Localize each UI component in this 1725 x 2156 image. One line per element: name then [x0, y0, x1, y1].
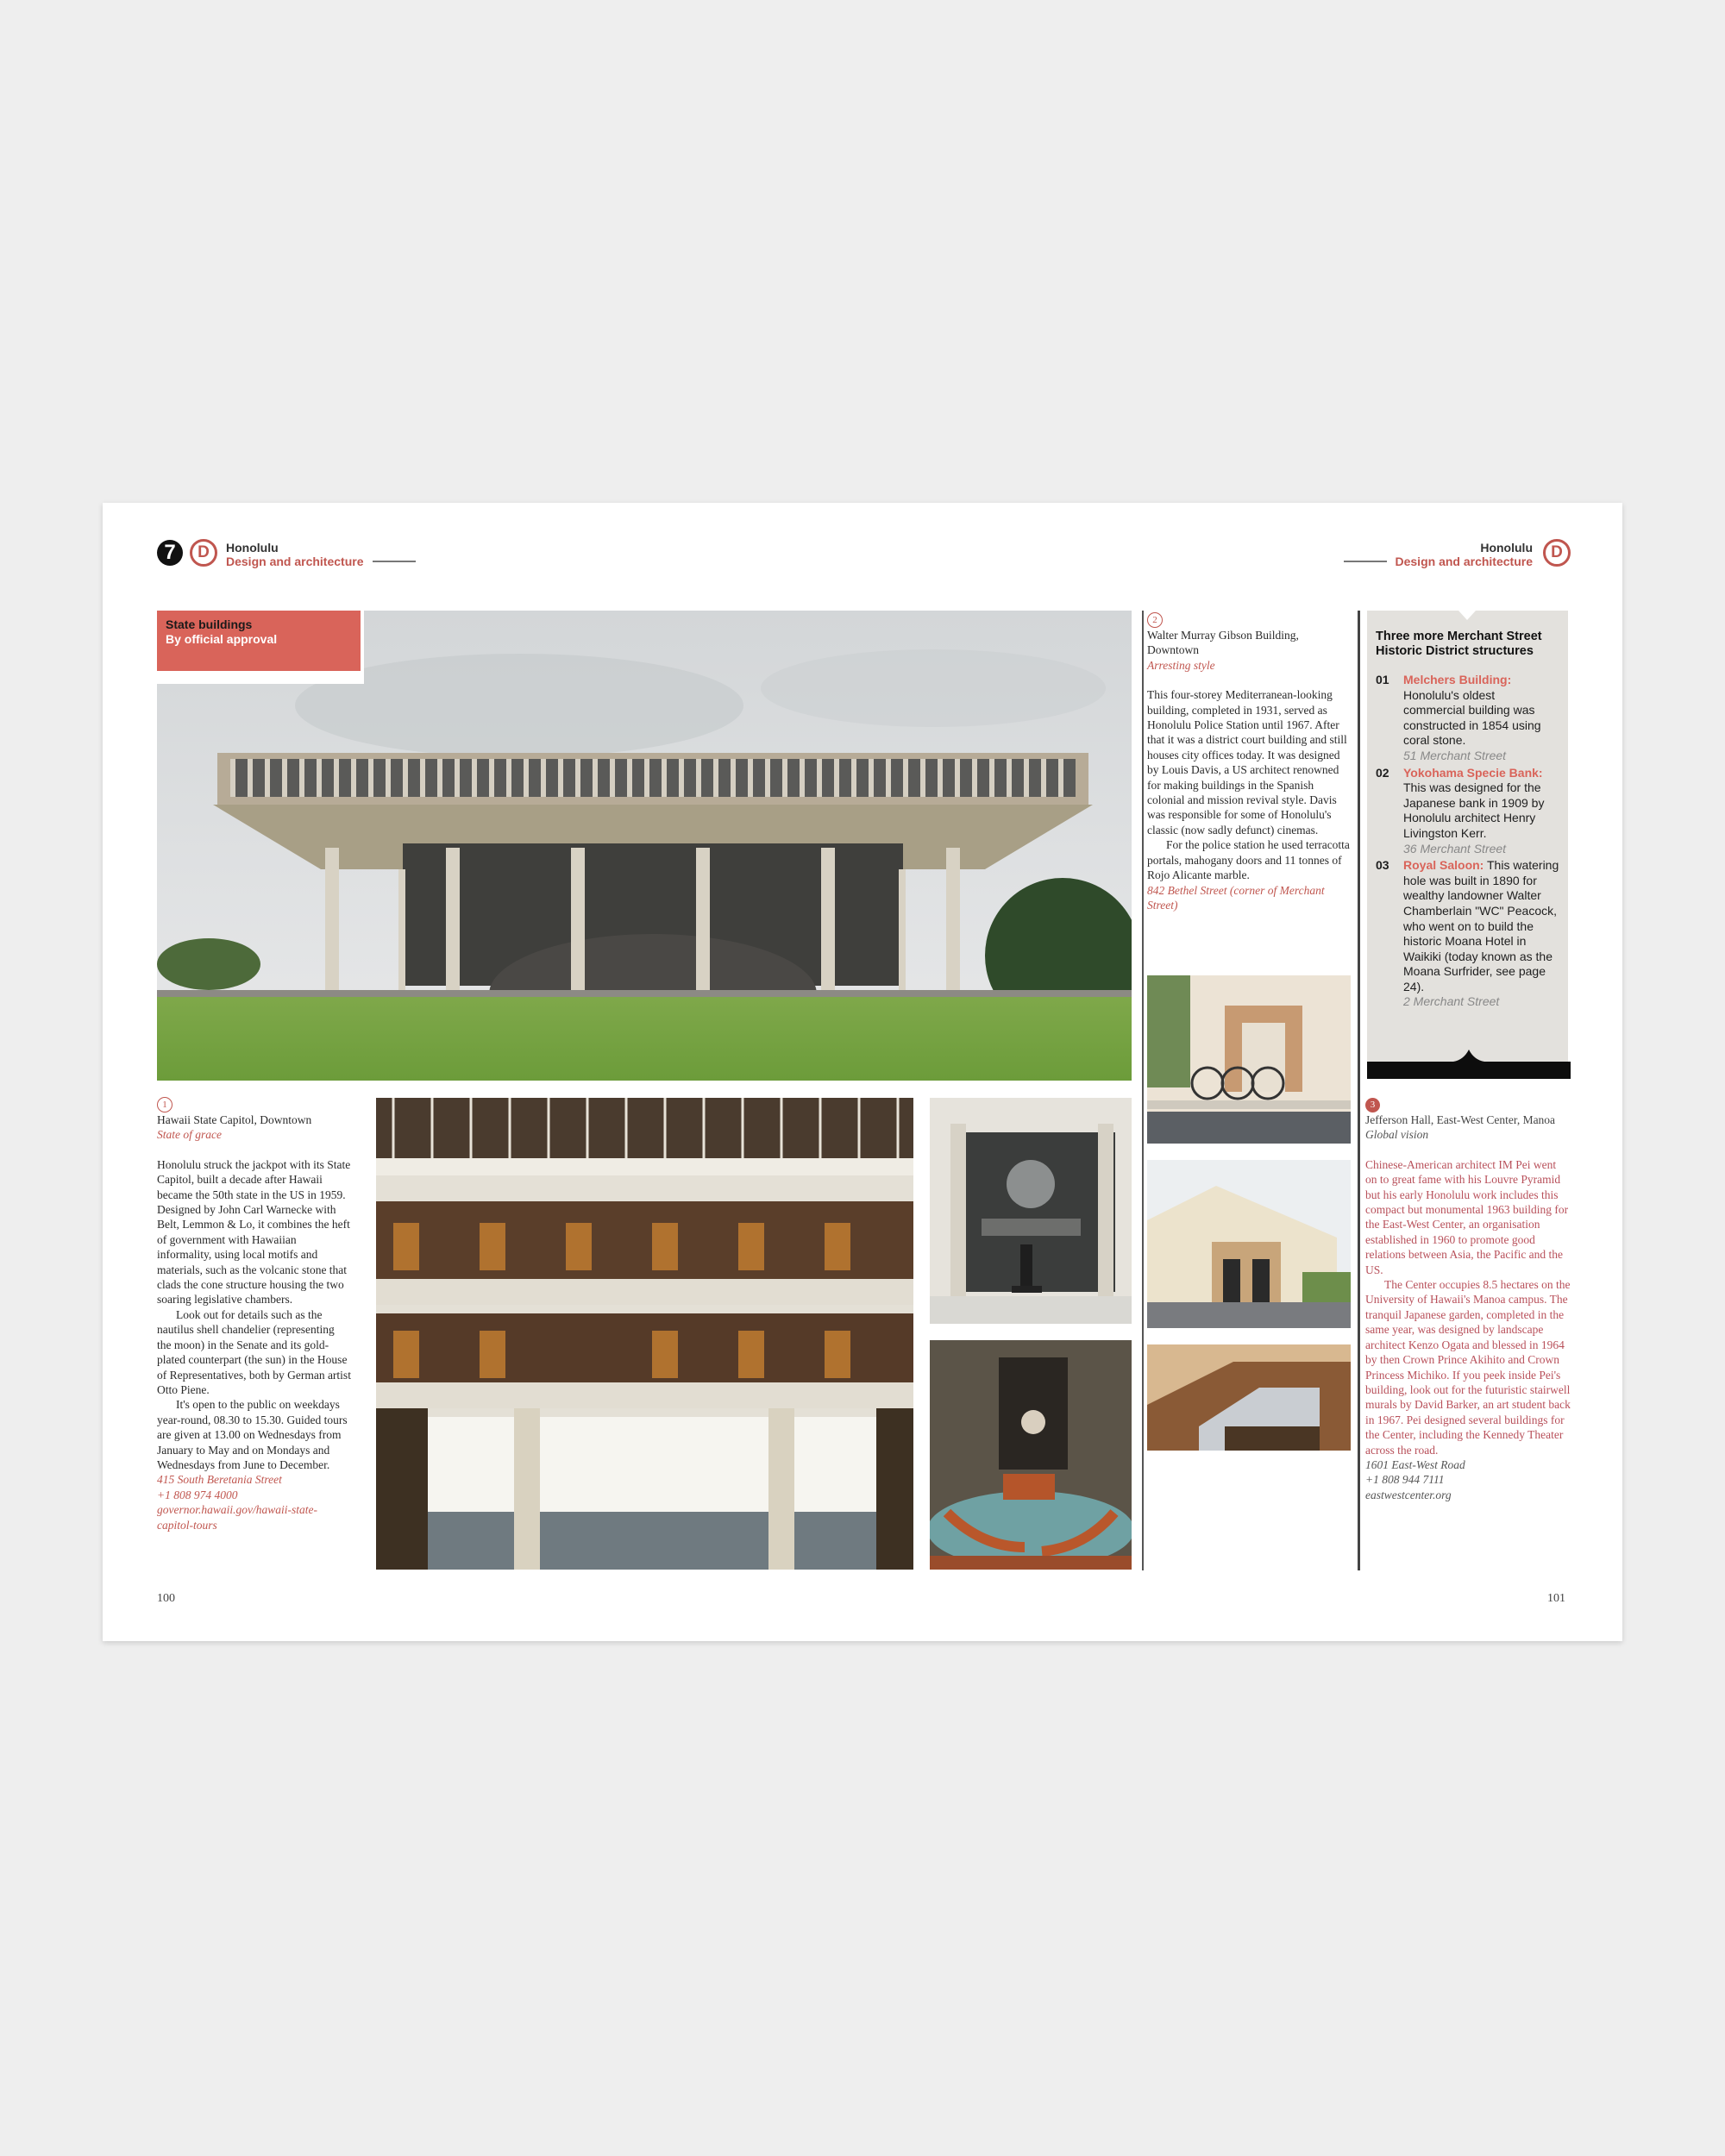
- sidebar-item-number: 03: [1376, 858, 1389, 873]
- sidebar-box: [1367, 611, 1568, 1072]
- header-section-right: Design and architecture: [1395, 555, 1533, 568]
- entry-paragraph: Honolulu struck the jackpot with its State Capitol, built a decade after Hawaii became the 50th state in the US in 1959. Designed by John Carl Warnecke with Belt, Lemmon & Lo, it combines the heft of government with Hawaiian informality, using local motifs and materials, such as the volcanic stone that clads the cone structure housing the two soaring legislative chambers.: [157, 1157, 351, 1307]
- sidebar-item-number: 02: [1376, 765, 1389, 780]
- entry-address: 842 Bethel Street (corner of Merchant Street): [1147, 883, 1325, 912]
- entry-website-link[interactable]: governor.hawaii.gov/hawaii-state-capitol-tours: [157, 1503, 317, 1532]
- entry-3: [1365, 1096, 1571, 1502]
- entry-title: Hawaii State Capitol, Downtown: [157, 1113, 312, 1126]
- entry-tagline: State of grace: [157, 1128, 222, 1142]
- section-letter-badge: D: [190, 539, 217, 567]
- entry-number-badge: 1: [157, 1097, 172, 1112]
- entry-tagline: Arresting style: [1147, 658, 1215, 672]
- photo-capitol-atrium: [376, 1098, 913, 1570]
- entry-paragraph: Chinese-American architect IM Pei went on to great fame with his Louvre Pyramid but his early Honolulu work includes this compact but monumental 1963 building for the East-West Center, an organisation established in 1960 to promote good relations between Asia, the Pacific and the US.: [1365, 1157, 1569, 1276]
- header-right-text: [1344, 541, 1534, 568]
- header-rule-right: [1344, 561, 1387, 562]
- section-label-subtitle: By official approval: [166, 632, 278, 646]
- entry-2: [1147, 611, 1350, 912]
- section-letter-badge-right: D: [1543, 539, 1571, 567]
- entry-address: 415 South Beretania Street: [157, 1473, 282, 1487]
- sidebar-item-address: 2 Merchant Street: [1403, 994, 1500, 1009]
- magazine-spread: [103, 503, 1622, 1641]
- sidebar-item-text: Honolulu's oldest commercial building was constructed in 1854 using coral stone.: [1403, 687, 1541, 748]
- photo-senate-chamber: [930, 1340, 1132, 1570]
- entry-number-badge: 2: [1147, 612, 1163, 628]
- page-number-left: 100: [157, 1592, 175, 1605]
- sidebar-item-name: Melchers Building:: [1403, 673, 1512, 686]
- sidebar-item-address: 51 Merchant Street: [1403, 748, 1507, 762]
- entry-phone: +1 808 974 4000: [157, 1488, 238, 1501]
- header-city: Honolulu: [226, 541, 279, 555]
- header-left-text: [226, 541, 416, 568]
- sidebar-item-address: 36 Merchant Street: [1403, 841, 1507, 856]
- page-number-right: 101: [1547, 1592, 1565, 1605]
- sidebar-bottom-bar: [1367, 1048, 1571, 1079]
- entry-title: Walter Murray Gibson Building, Downtown: [1147, 629, 1299, 657]
- photo-gibson-doorway: [1147, 975, 1351, 1144]
- entry-number-badge: 3: [1365, 1098, 1380, 1112]
- section-label-title: State buildings: [166, 617, 253, 631]
- entry-title: Jefferson Hall, East-West Center, Manoa: [1365, 1113, 1556, 1126]
- photo-jefferson-stairwell: [1147, 1344, 1351, 1451]
- column-divider: [1142, 611, 1144, 1570]
- sidebar-item-text: This watering hole was built in 1890 for wealthy landowner Walter Chamberlain "WC" Peacock, who went on to build the historic Moana Hotel in Waikiki (today known as the Moana Surfrider, see page 24).: [1403, 858, 1559, 993]
- header-rule: [373, 561, 416, 562]
- entry-tagline: Global vision: [1365, 1128, 1429, 1142]
- sidebar-item-name: Yokohama Specie Bank:: [1403, 765, 1543, 780]
- sidebar-item: [1376, 673, 1559, 764]
- entry-website-link[interactable]: eastwestcenter.org: [1365, 1488, 1452, 1501]
- entry-paragraph: This four-storey Mediterranean-looking building, completed in 1931, served as Honolulu Police Station until 1967. After that it was a district court building and still houses city offices today. It was designed by Louis Davis, a US architect renowned for making buildings in the Spanish colonial and mission revival style. Davis was responsible for some of Honolulu's classic (now sadly defunct) cinemas.: [1147, 688, 1347, 837]
- entry-paragraph: The Center occupies 8.5 hectares on the University of Hawaii's Manoa campus. The tranquil Japanese garden, completed in the same year, was designed by landscape architect Kenzo Ogata and blessed in 1964 by then Crown Prince Akihito and Crown Princess Michiko. If you peek inside Pei's building, look out for the futuristic stairwell murals by David Barker, an art student back in 1967. Pei designed several buildings for the Center, including the Kennedy Theater across the road.: [1365, 1278, 1571, 1457]
- sidebar-item: [1376, 858, 1559, 1010]
- entry-phone: +1 808 944 7111: [1365, 1473, 1445, 1487]
- header-section: Design and architecture: [226, 555, 364, 568]
- entry-paragraph: Look out for details such as the nautilus shell chandelier (representing the moon) in the Senate and its gold-plated counterpart (the sun) in the House of Representatives, both by German artist Otto Piene.: [157, 1307, 351, 1396]
- sidebar-item-name: Royal Saloon:: [1403, 858, 1484, 873]
- entry-paragraph: For the police station he used terracotta portals, mahogany doors and 11 tonnes of Rojo Alicante marble.: [1147, 838, 1350, 882]
- sidebar-item: [1376, 766, 1559, 857]
- sidebar-item-number: 01: [1376, 673, 1389, 686]
- section-label-frame: [157, 611, 364, 684]
- sidebar-item-text: This was designed for the Japanese bank in 1909 by Honolulu architect Henry Livingston Kerr.: [1403, 780, 1545, 840]
- entry-1: [157, 1096, 351, 1532]
- photo-capitol-entrance: [930, 1098, 1132, 1324]
- sidebar-notch-icon: [1458, 611, 1476, 621]
- entry-address: 1601 East-West Road: [1365, 1457, 1465, 1471]
- chapter-number-badge: 7: [157, 540, 183, 566]
- entry-paragraph: It's open to the public on weekdays year-round, 08.30 to 15.30. Guided tours are given at 13.00 on Wednesdays from January to May and on Mondays and Wednesdays from June to December.: [157, 1398, 348, 1471]
- header-city-right: Honolulu: [1480, 541, 1533, 555]
- sidebar-title: Three more Merchant Street Historic District structures: [1376, 630, 1542, 658]
- section-label: [157, 611, 361, 671]
- photo-gibson-exterior: [1147, 1160, 1351, 1328]
- sidebar-divider: [1358, 611, 1360, 1570]
